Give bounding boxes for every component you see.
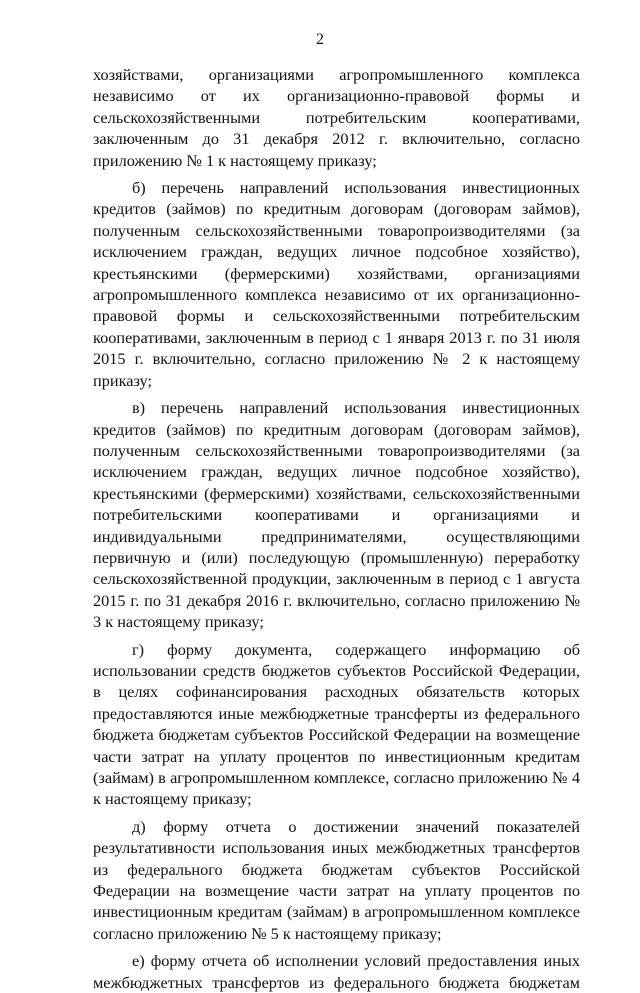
paragraph-continuation: хозяйствами, организациями агропромышленного комплекса независимо от их организационно-правовой формы и сельскохозяйственными потребительским кооперативами, заключенным до 31 декабря 2012 г. включительно, согласно приложению № 1 к настоящему приказу; [93, 65, 580, 170]
paragraph-item-b: б) перечень направлений использования инвестиционных кредитов (займов) по кредитным договорам (договорам займов), полученным сельскохозяйственными товаропроизводителями (за исключением граждан, ведущих личное подсобное хозяйство), крестьянскими (фермерскими) хозяйствами, организациями агропромышленного комплекса независимо от их организационно-правовой формы и сельскохозяйственными потребительским кооперативами, заключенным в период с 1 января 2013 г. по 31 июля 2015 г. включительно, согласно приложению № 2 к настоящему приказу; [93, 178, 580, 390]
paragraph-item-d: д) форму отчета о достижении значений показателей результативности использования иных межбюджетных трансфертов из федерального бюджета бюджетам субъектов Российской Федерации на возмещение части затрат на уплату процентов по инвестиционным кредитам (займам) в агропромышленном комплексе согласно приложению № 5 к настоящему приказу; [93, 816, 580, 943]
paragraph-item-g: г) форму документа, содержащего информацию об использовании средств бюджетов субъектов Российской Федерации, в целях софинансирования расходных обязательств которых предоставляются иные межбюджетные трансферты из федерального бюджета бюджетам субъектов Российской Федерации на возмещение части затрат на уплату процентов по инвестиционным кредитам (займам) в агропромышленном комплексе, согласно приложению № 4 к настоящему приказу; [93, 639, 580, 809]
paragraph-item-v: в) перечень направлений использования инвестиционных кредитов (займов) по кредитным договорам (договорам займов), полученным сельскохозяйственными товаропроизводителями (за исключением граждан, ведущих личное подсобное хозяйство), крестьянскими (фермерскими) хозяйствами, сельскохозяйственными потребительскими кооперативами и организациями и индивидуальными предпринимателями, осуществляющими первичную и (или) последующую (промышленную) переработку сельскохозяйственной продукции, заключенным в период с 1 августа 2015 г. по 31 декабря 2016 г. включительно, согласно приложению № 3 к настоящему приказу; [93, 398, 580, 632]
document-body [93, 64, 580, 993]
paragraph-item-e: е) форму отчета об исполнении условий предоставления иных межбюджетных трансфертов из федерального бюджета бюджетам [93, 951, 580, 992]
page-number: 2 [316, 31, 324, 48]
